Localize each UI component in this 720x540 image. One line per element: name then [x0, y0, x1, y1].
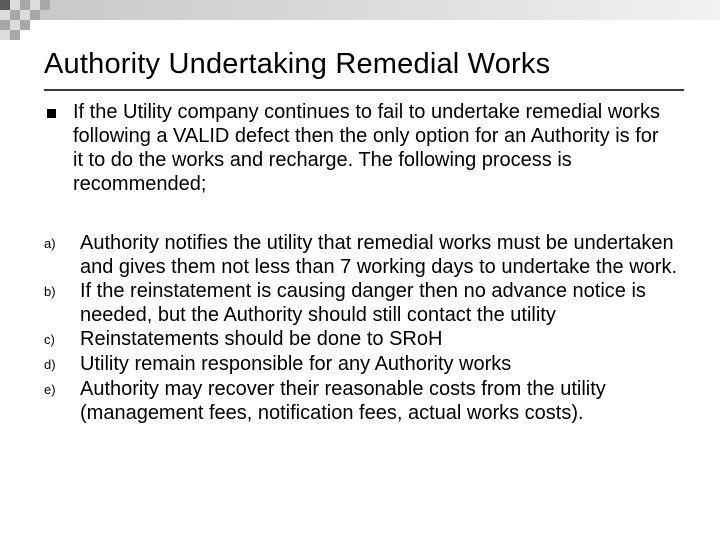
- checker-square: [0, 20, 10, 30]
- list-item: [44, 327, 694, 352]
- steps-list: [44, 231, 694, 425]
- step-text: Reinstatements should be done to SRoH: [80, 328, 443, 350]
- checker-square: [10, 10, 20, 20]
- checker-header-decoration: [0, 0, 720, 40]
- checker-square: [20, 10, 30, 20]
- checker-square: [30, 10, 40, 20]
- step-marker: a): [44, 236, 56, 251]
- step-marker: e): [44, 382, 56, 397]
- title-underline: [44, 89, 684, 91]
- step-text: Authority may recover their reasonable costs from the utility (management fees, notification fees, actual works costs).: [80, 378, 606, 424]
- checker-square: [20, 0, 30, 10]
- list-item: [44, 279, 694, 327]
- intro-bullet: [44, 100, 664, 196]
- checker-square: [0, 30, 10, 40]
- checker-square: [10, 0, 20, 10]
- list-item: [44, 352, 694, 377]
- slide-title: Authority Undertaking Remedial Works: [44, 48, 551, 80]
- step-marker: c): [44, 332, 55, 347]
- step-text: Authority notifies the utility that remedial works must be undertaken and gives them not less than 7 working days to undertake the work.: [80, 232, 678, 278]
- step-marker: d): [44, 357, 56, 372]
- checker-square: [40, 0, 50, 10]
- checker-square: [20, 20, 30, 30]
- checker-square: [0, 10, 10, 20]
- checker-square: [10, 30, 20, 40]
- checker-square: [10, 20, 20, 30]
- step-marker: b): [44, 284, 56, 299]
- checker-square: [30, 0, 40, 10]
- step-text: Utility remain responsible for any Authority works: [80, 353, 512, 375]
- list-item: [44, 231, 694, 279]
- list-item: [44, 377, 694, 425]
- step-text: If the reinstatement is causing danger then no advance notice is needed, but the Authority should still contact the utility: [80, 280, 646, 326]
- intro-text: If the Utility company continues to fail to undertake remedial works following a VALID defect then the only option for an Authority is for it to do the works and recharge. The following process is recommended;: [73, 101, 660, 195]
- checker-square: [0, 0, 10, 10]
- square-bullet-icon: [47, 109, 56, 118]
